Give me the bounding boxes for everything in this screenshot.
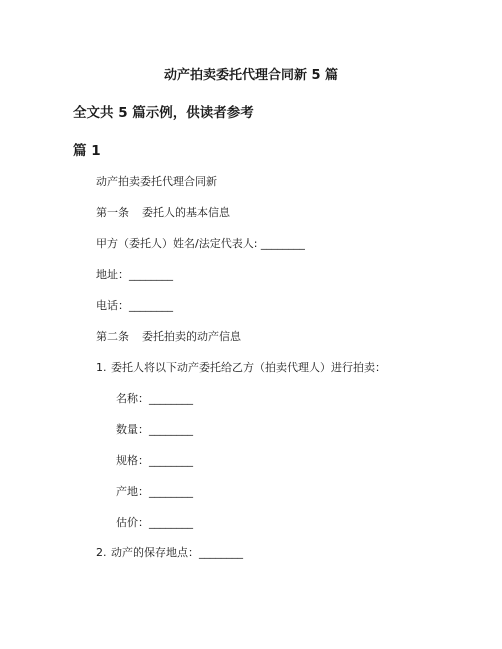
phone-line: 电话：________ (96, 299, 173, 312)
list-item-1 (96, 361, 386, 375)
article-1-title: 委托人的基本信息 (142, 206, 230, 219)
article-2-heading (96, 330, 241, 344)
article-1-heading (96, 206, 230, 220)
field-name: 名称：________ (116, 392, 193, 405)
article-2-number: 第二条 (96, 330, 129, 343)
list-item-2 (96, 546, 243, 560)
field-origin: 产地：________ (116, 485, 193, 498)
list-item-2-number: 2. (96, 546, 107, 559)
document-title: 动产拍卖委托代理合同新 5 篇 (163, 68, 339, 83)
field-valuation: 估价：________ (116, 516, 193, 529)
list-item-1-number: 1. (96, 361, 107, 374)
list-item-2-text: 动产的保存地点：________ (111, 546, 243, 559)
article-1-number: 第一条 (96, 206, 129, 219)
document-subtitle: 全文共 5 篇示例，供读者参考 (73, 105, 254, 121)
list-item-1-text: 委托人将以下动产委托给乙方（拍卖代理人）进行拍卖： (111, 361, 386, 374)
field-quantity: 数量：________ (116, 423, 193, 436)
article-2-title: 委托拍卖的动产信息 (142, 330, 241, 343)
contract-title: 动产拍卖委托代理合同新 (96, 175, 217, 188)
field-spec: 规格：________ (116, 454, 193, 467)
address-line: 地址：________ (96, 268, 173, 281)
party-a-line: 甲方（委托人）姓名/法定代表人: ________ (96, 237, 305, 250)
section-heading: 篇 1 (73, 143, 101, 159)
